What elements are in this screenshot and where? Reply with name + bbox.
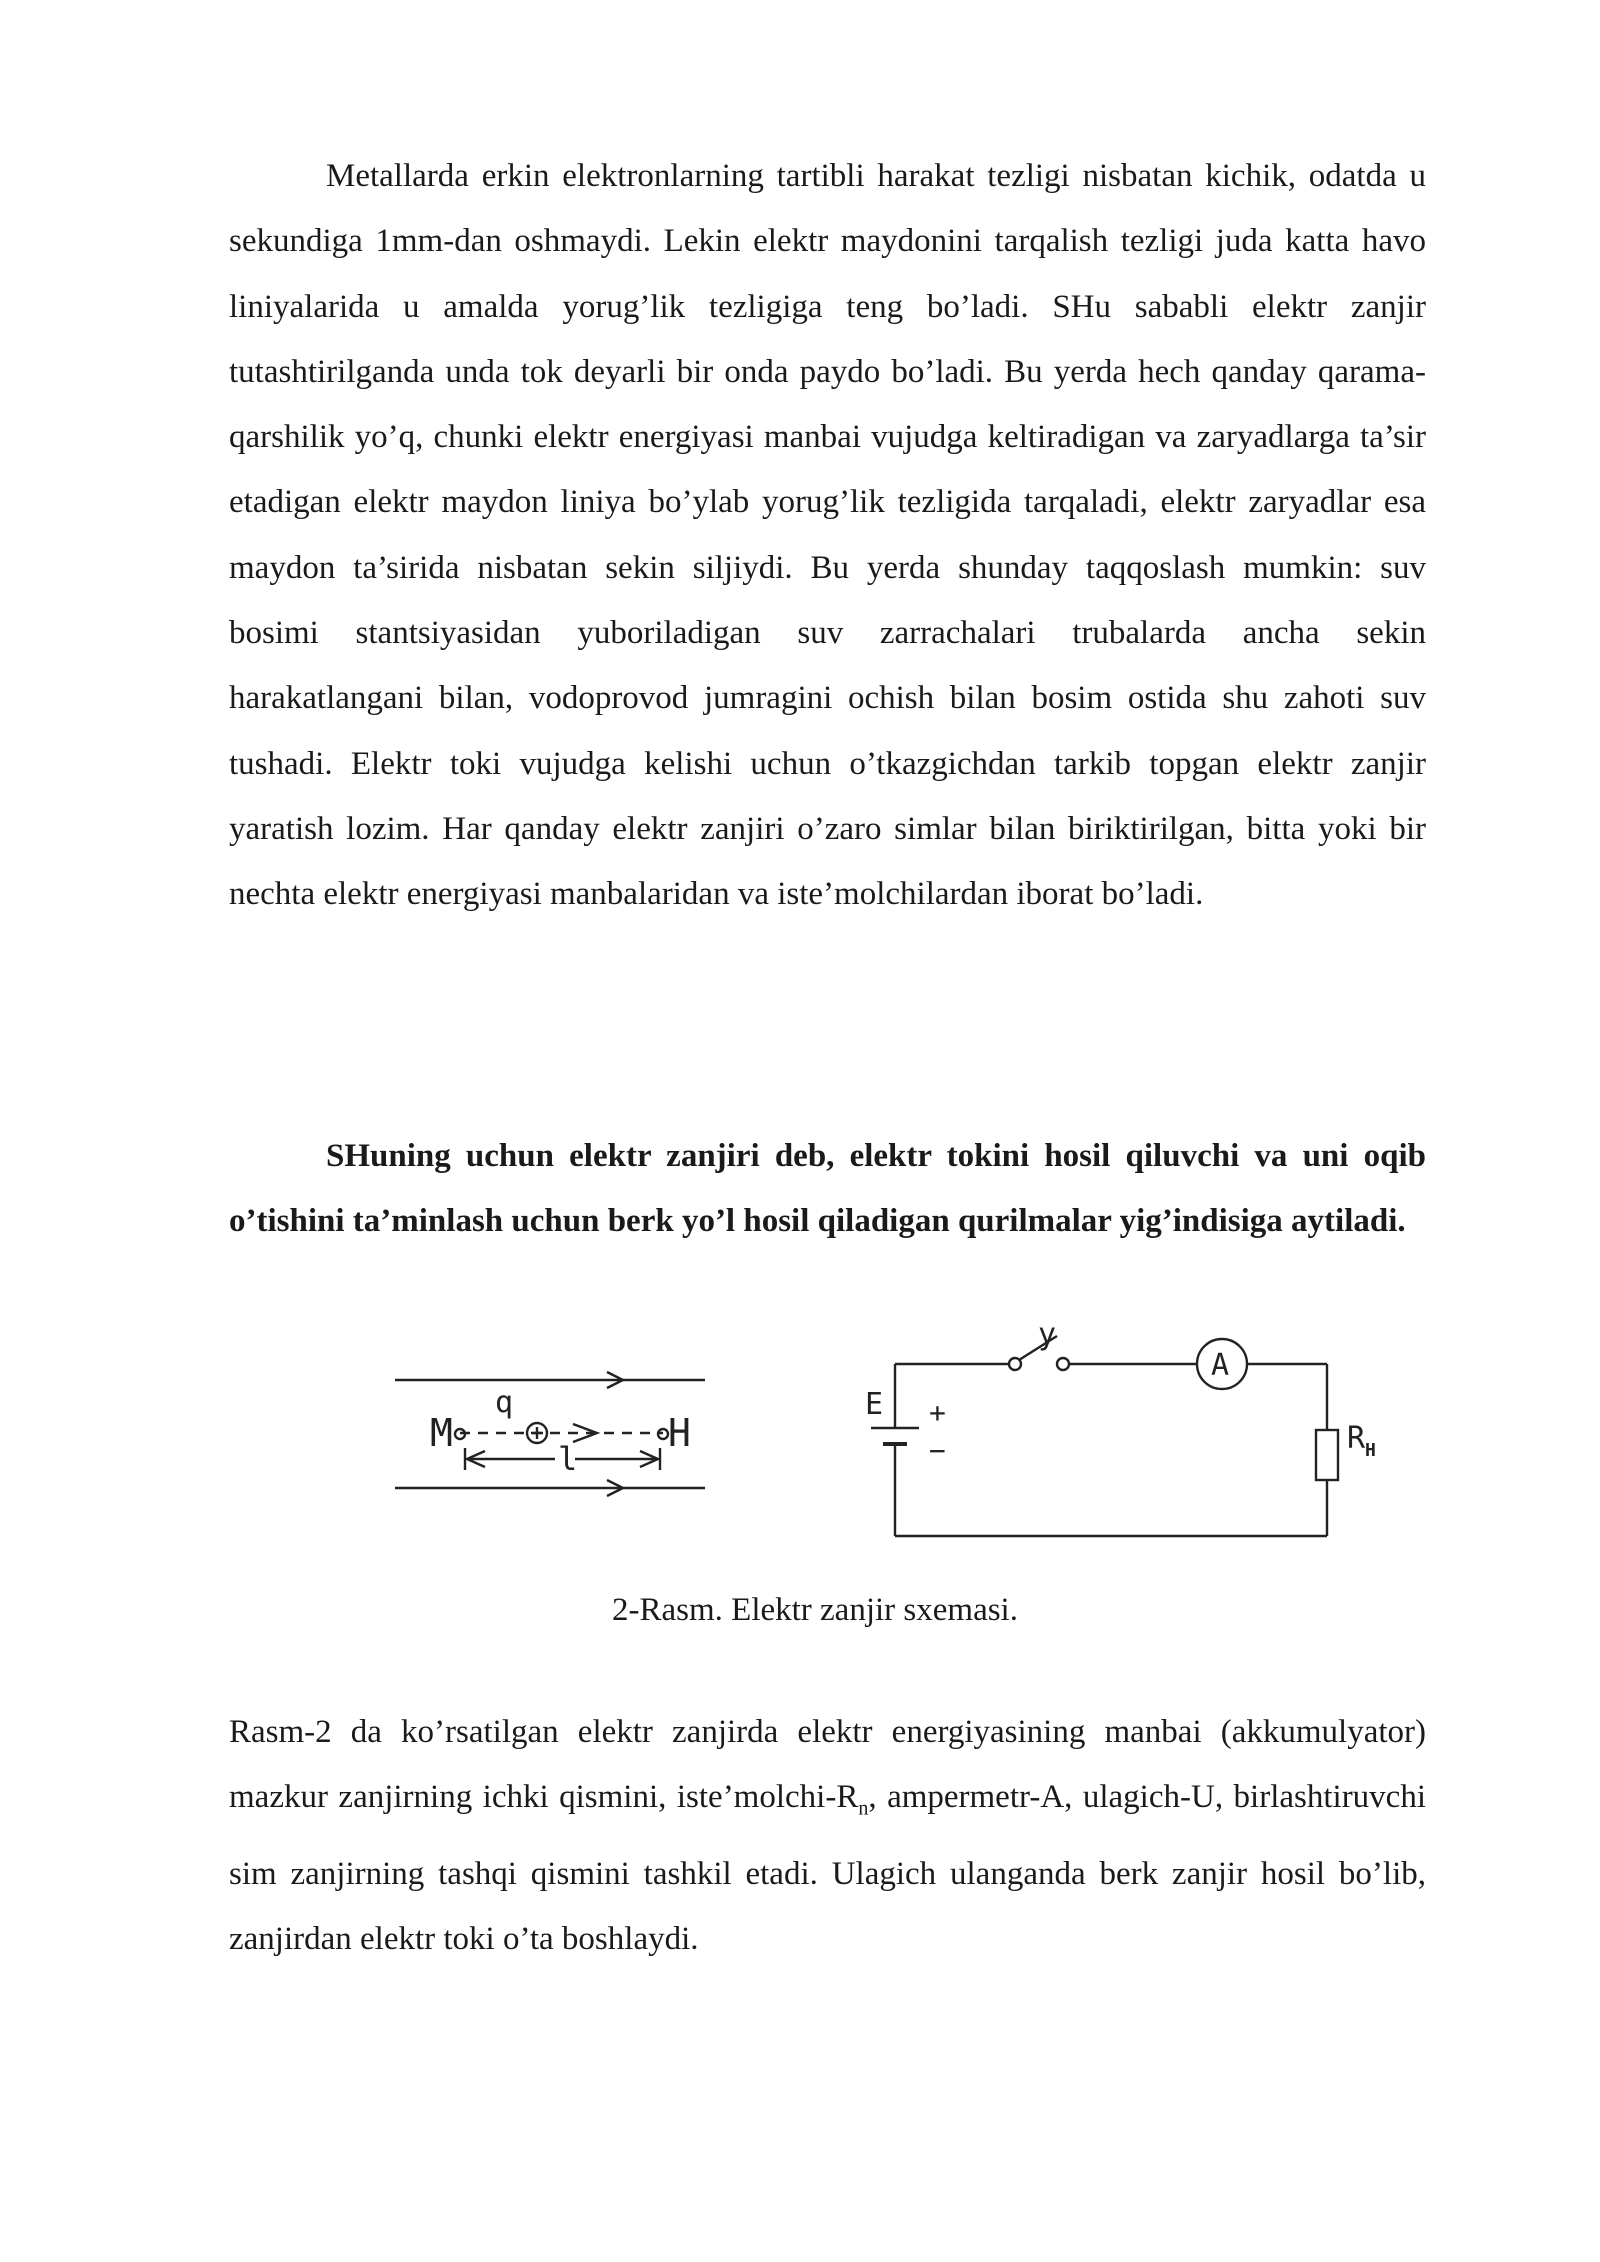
label-q: q — [495, 1385, 514, 1420]
label-m: M — [430, 1411, 453, 1455]
p3-subscript: n — [858, 1797, 869, 1820]
label-l: l — [558, 1440, 578, 1478]
label-ammeter: A — [1211, 1348, 1230, 1383]
p3-text-before: Rasm-2 da ko’rsatilgan elektr zanjirda elektr energiyasining manbai (akkumulyator) mazkur zanjirning ichki qismini, iste’molchi-R — [229, 1714, 1426, 1816]
label-minus: − — [929, 1434, 946, 1467]
label-plus: + — [929, 1396, 946, 1429]
label-h: H — [668, 1411, 691, 1455]
label-source: E — [865, 1387, 884, 1422]
paragraph-circuit-explanation — [229, 1700, 1426, 1973]
p3-text-after: , ampermetr-A, ulagich-U, birlashtiruvchi sim zanjirning tashqi qismini tashkil etadi. Ulagich ulanganda berk zanjir hosil bo’lib, zanjirdan elektr toki o’ta boshlaydi. — [229, 1779, 1426, 1958]
label-resistor-sub: H — [1365, 1440, 1376, 1461]
paragraph-definition-bold: SHuning uchun elektr zanjiri deb, elektr tokini hosil qiluvchi va uni oqib o’tishini ta’minlash uchun berk yo’l hosil qiladigan qurilmalar yig’indisiga aytiladi. — [229, 1138, 1426, 1240]
label-switch: y — [1038, 1320, 1057, 1352]
switch-contact-right — [1057, 1358, 1069, 1370]
paragraph-metals-electrons: Metallarda erkin elektronlarning tartibli harakat tezligi nisbatan kichik, odatda u sekundiga 1mm-dan oshmaydi. Lekin elektr maydonini tarqalish tezligi juda katta havo liniyalarida u amalda yorug’lik tezligiga teng bo’ladi. SHu sababli elektr zanjir tutashtirilganda unda tok deyarli bir onda paydo bo’ladi. Bu yerda hech qanday qarama-qarshilik yo’q, chunki elektr energiyasi manbai vujudga keltiradigan va zaryadlarga ta’sir etadigan elektr maydon liniya bo’ylab yorug’lik tezligida tarqaladi, elektr zaryadlar esa maydon ta’sirida nisbatan sekin siljiydi. Bu yerda shunday taqqoslash mumkin: suv bosimi stantsiyasidan yuboriladigan suv zarrachalari trubalarda ancha sekin harakatlangani bilan, vodoprovod jumragini ochish bilan bosim ostida shu zahoti suv tushadi. Elektr toki vujudga kelishi uchun o’tkazgichdan tarkib topgan elektr zanjir yaratish lozim. Har qanday elektr zanjiri o’zaro simlar bilan biriktirilgan, bitta yoki bir nechta elektr energiyasi manbalaridan va iste’molchilardan iborat bo’ladi. — [229, 158, 1426, 913]
circuit-figure — [385, 1320, 1405, 1560]
figure-caption: 2-Rasm. Elektr zanjir sxemasi. — [612, 1592, 1018, 1628]
label-resistor: R — [1347, 1421, 1366, 1456]
resistor — [1316, 1430, 1338, 1480]
